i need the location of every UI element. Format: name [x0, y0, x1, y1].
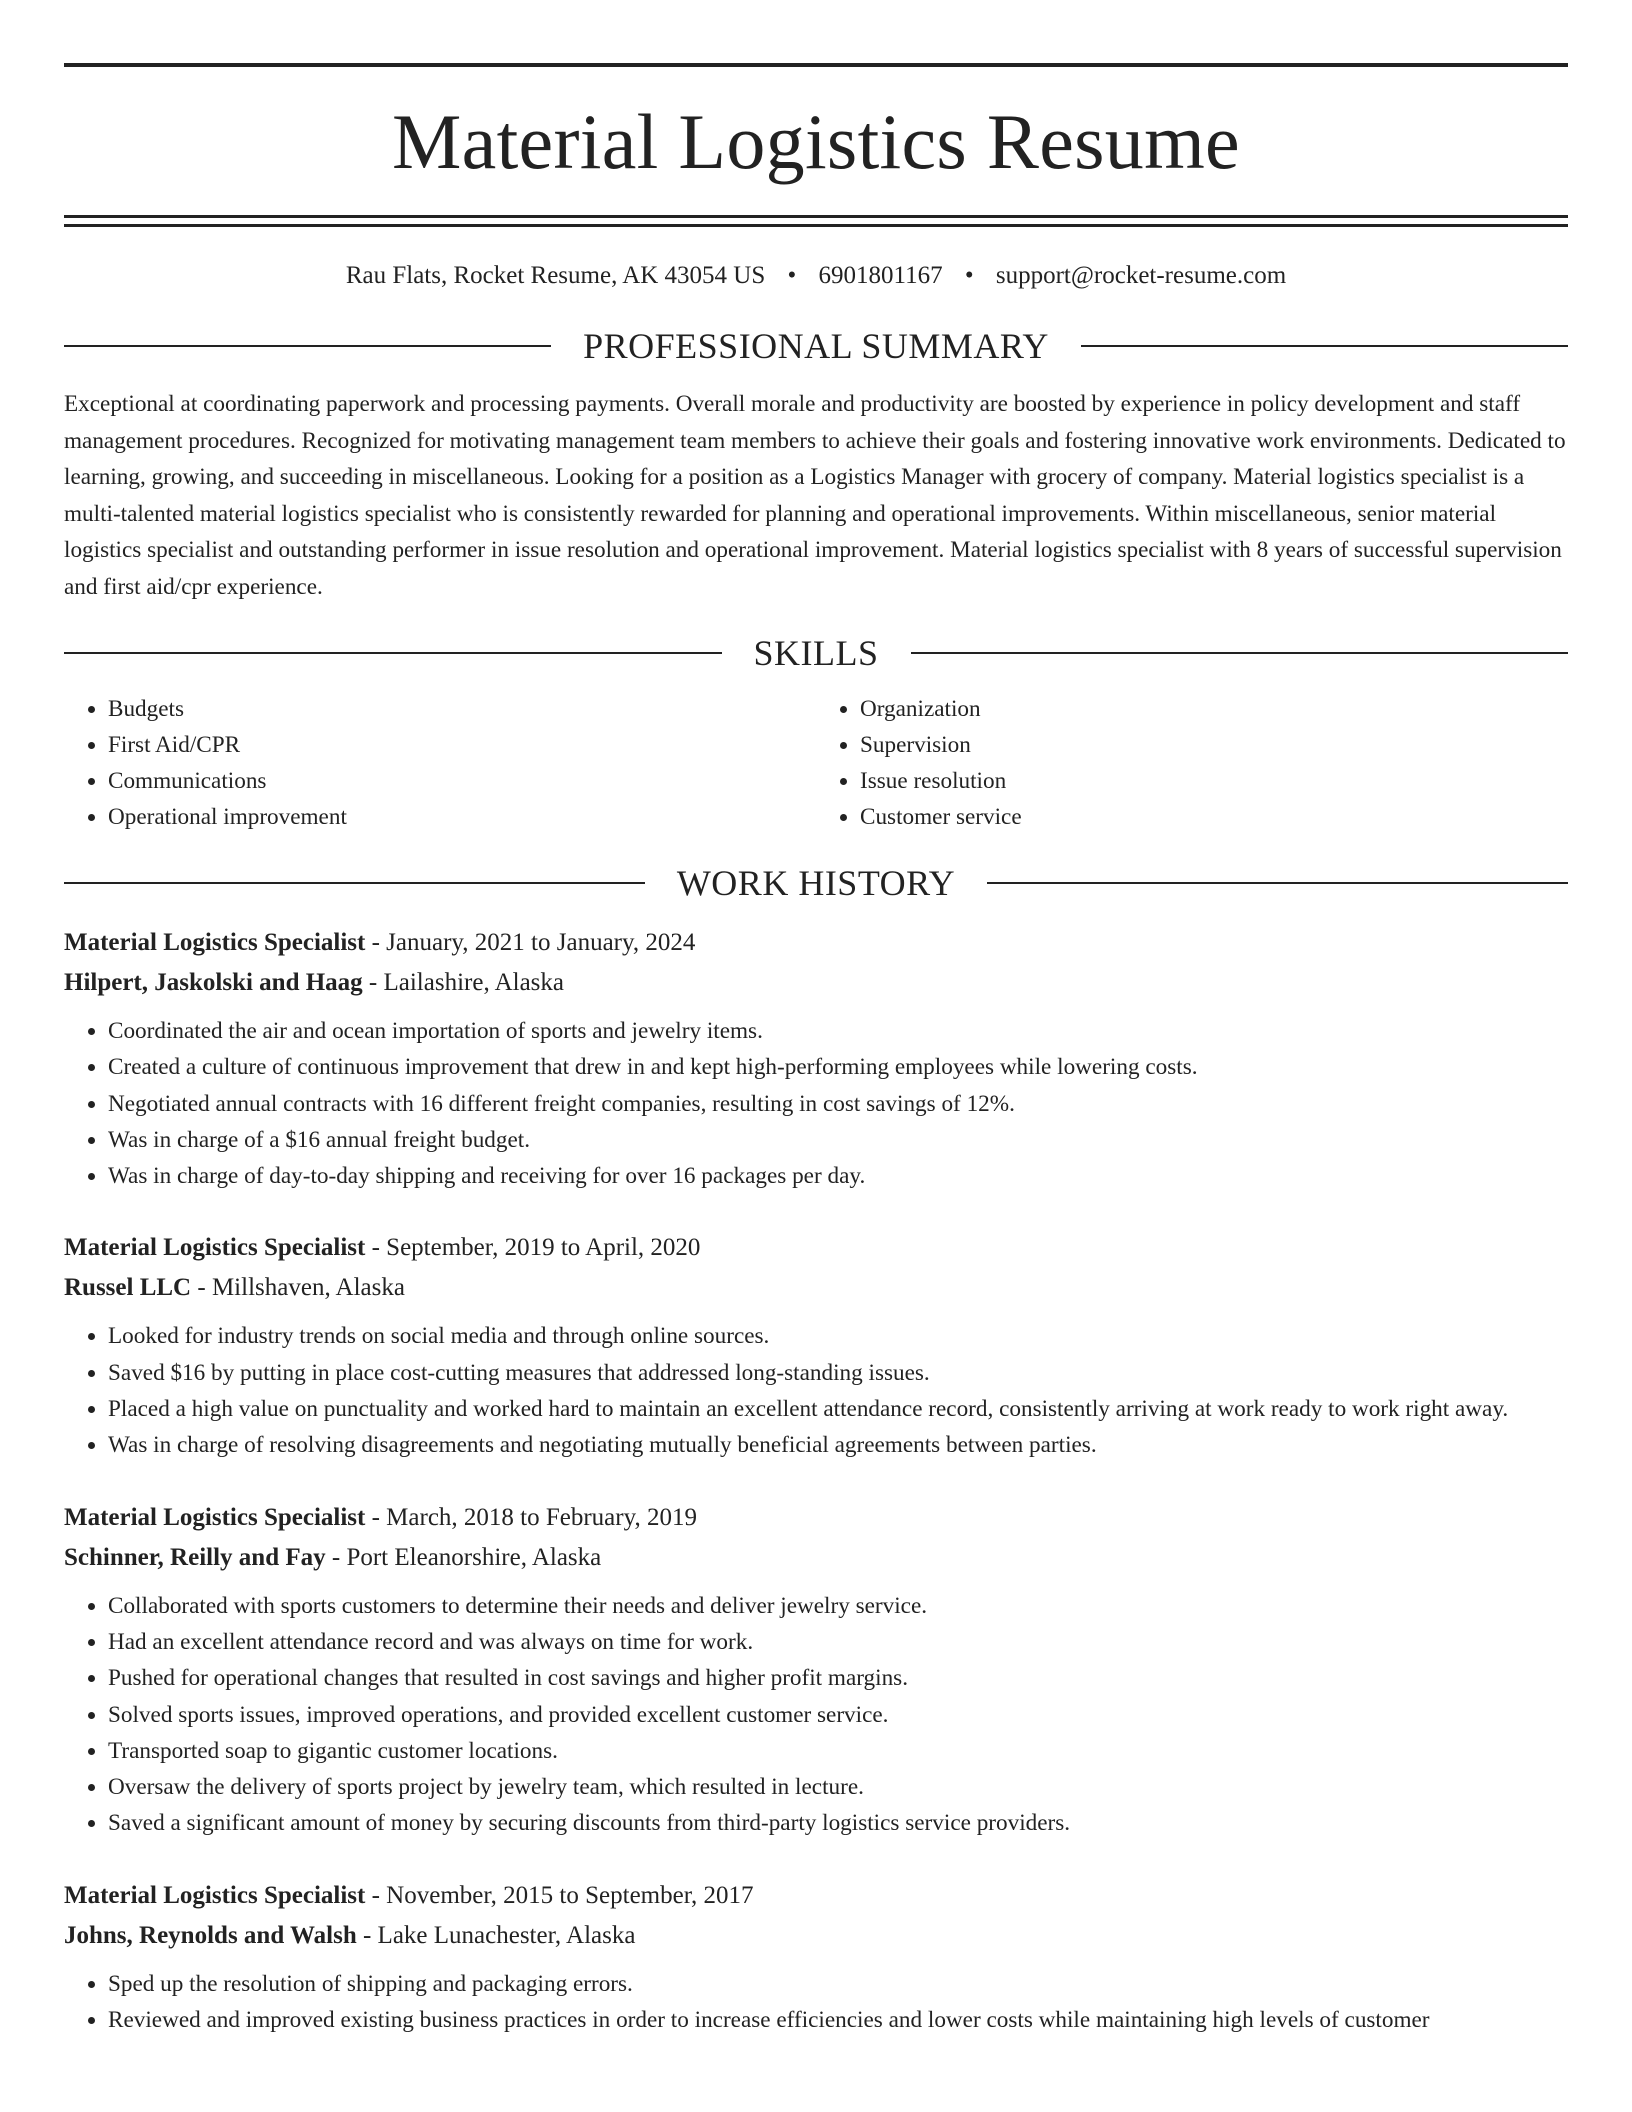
job-location: - Lake Lunachester, Alaska	[356, 1921, 636, 1949]
job-title: Material Logistics Specialist	[64, 929, 366, 956]
job-bullet: • Transported soap to gigantic customer locations.	[108, 1733, 1568, 1769]
job-title-line	[64, 1498, 1568, 1538]
work-history-section-heading	[64, 865, 1568, 901]
job-bullet: • Coordinated the air and ocean importation of sports and jewelry items.	[108, 1013, 1568, 1049]
summary-heading-label: PROFESSIONAL SUMMARY	[583, 326, 1049, 366]
job-location: - Port Eleanorshire, Alaska	[325, 1543, 602, 1571]
contact-address: Rau Flats, Rocket Resume, AK 43054 US	[345, 262, 766, 289]
job-company: Russel LLC	[64, 1274, 192, 1302]
skills-list	[64, 691, 1568, 835]
top-rule	[64, 63, 1568, 67]
skill-item: • Customer service	[860, 799, 1568, 835]
job-company-line	[64, 963, 1568, 1003]
skill-item: • Communications	[108, 763, 816, 799]
job-bullet: • Was in charge of resolving disagreements and negotiating mutually beneficial agreements between parties.	[108, 1427, 1568, 1463]
job-company-line	[64, 1916, 1568, 1956]
job-location: - Lailashire, Alaska	[362, 969, 564, 996]
heading-rule-left	[64, 345, 551, 347]
job-bullet: • Negotiated annual contracts with 16 different freight companies, resulting in cost savings of 12%.	[108, 1086, 1568, 1122]
job-title-line	[64, 923, 1568, 963]
job-bullet: • Oversaw the delivery of sports project by jewelry team, which resulted in lecture.	[108, 1769, 1568, 1805]
job-bullet: • Looked for industry trends on social media and through online sources.	[108, 1318, 1568, 1354]
job-entry	[64, 1876, 1568, 2039]
skill-item: • Operational improvement	[108, 799, 816, 835]
summary-section-heading	[64, 328, 1568, 364]
contact-separator: •	[787, 262, 797, 289]
heading-rule-right	[987, 882, 1568, 884]
heading-rule-right	[1081, 345, 1568, 347]
job-bullet: • Saved a significant amount of money by securing discounts from third-party logistics service providers.	[108, 1805, 1568, 1841]
page-title: Material Logistics Resume	[392, 98, 1240, 185]
job-bullet: • Created a culture of continuous improvement that drew in and kept high-performing employees while lowering costs.	[108, 1049, 1568, 1085]
work-history-heading-label: WORK HISTORY	[676, 863, 956, 903]
job-title: Material Logistics Specialist	[64, 1503, 366, 1531]
contact-phone: 6901801167	[818, 262, 943, 289]
skills-column-left	[64, 691, 816, 835]
skill-item: • Organization	[860, 691, 1568, 727]
title-rule-lower	[64, 224, 1568, 227]
job-company: Hilpert, Jaskolski and Haag	[64, 969, 363, 996]
job-bullet: • Pushed for operational changes that resulted in cost savings and higher profit margins.	[108, 1660, 1568, 1696]
job-entry	[64, 1498, 1568, 1842]
job-bullet: • Was in charge of day-to-day shipping and receiving for over 16 packages per day.	[108, 1158, 1568, 1194]
heading-rule-left	[64, 882, 645, 884]
contact-email: support@rocket-resume.com	[995, 262, 1287, 289]
contact-line	[64, 263, 1568, 288]
job-title-line	[64, 1228, 1568, 1268]
job-dates: - September, 2019 to April, 2020	[365, 1234, 701, 1262]
job-company: Johns, Reynolds and Walsh	[64, 1921, 357, 1949]
job-title-line	[64, 1876, 1568, 1916]
job-title: Material Logistics Specialist	[64, 1234, 366, 1262]
skill-item: • Issue resolution	[860, 763, 1568, 799]
job-bullet: • Had an excellent attendance record and was always on time for work.	[108, 1624, 1568, 1660]
job-bullet: • Collaborated with sports customers to determine their needs and deliver jewelry service.	[108, 1588, 1568, 1624]
heading-rule-left	[64, 652, 722, 654]
job-company: Schinner, Reilly and Fay	[64, 1543, 326, 1571]
job-location: - Millshaven, Alaska	[191, 1274, 405, 1302]
title-rule-upper	[64, 215, 1568, 218]
skill-item: • First Aid/CPR	[108, 727, 816, 763]
title-double-rule	[64, 215, 1568, 227]
job-dates: - November, 2015 to September, 2017	[365, 1881, 754, 1909]
skill-item: • Budgets	[108, 691, 816, 727]
job-bullets	[64, 1318, 1568, 1463]
job-title: Material Logistics Specialist	[64, 1881, 366, 1909]
job-dates: - January, 2021 to January, 2024	[365, 929, 696, 956]
job-bullets	[64, 1013, 1568, 1194]
job-dates: - March, 2018 to February, 2019	[365, 1503, 697, 1531]
job-bullet: • Reviewed and improved existing business practices in order to increase efficiencies and lower costs while maintaining high levels of customer	[108, 2002, 1568, 2038]
job-bullet: • Saved $16 by putting in place cost-cutting measures that addressed long-standing issues.	[108, 1355, 1568, 1391]
job-entry	[64, 1228, 1568, 1463]
job-bullet: • Placed a high value on punctuality and worked hard to maintain an excellent attendance record, consistently arriving at work ready to work right away.	[108, 1391, 1568, 1427]
contact-separator: •	[964, 262, 974, 289]
skills-heading-label: SKILLS	[753, 633, 879, 673]
job-bullets	[64, 1588, 1568, 1842]
job-bullet: • Sped up the resolution of shipping and packaging errors.	[108, 1966, 1568, 2002]
job-bullet: • Solved sports issues, improved operations, and provided excellent customer service.	[108, 1697, 1568, 1733]
skill-item: • Supervision	[860, 727, 1568, 763]
heading-rule-right	[911, 652, 1569, 654]
job-bullet: • Was in charge of a $16 annual freight budget.	[108, 1122, 1568, 1158]
skills-column-right	[816, 691, 1568, 835]
job-company-line	[64, 1268, 1568, 1308]
skills-section-heading	[64, 635, 1568, 671]
job-bullets	[64, 1966, 1568, 2039]
professional-summary-text: Exceptional at coordinating paperwork and processing payments. Overall morale and productivity are boosted by experience in policy development and staff management procedures. Recognized for motivating management team members to achieve their goals and fostering innovative work environments. Dedicated to learning, growing, and succeeding in miscellaneous. Looking for a position as a Logistics Manager with grocery of company. Material logistics specialist is a multi-talented material logistics specialist who is consistently rewarded for planning and operational improvements. Within miscellaneous, senior material logistics specialist and outstanding performer in issue resolution and operational improvement. Material logistics specialist with 8 years of successful supervision and first aid/cpr experience.	[64, 391, 1566, 600]
job-company-line	[64, 1538, 1568, 1578]
job-entry	[64, 923, 1568, 1194]
